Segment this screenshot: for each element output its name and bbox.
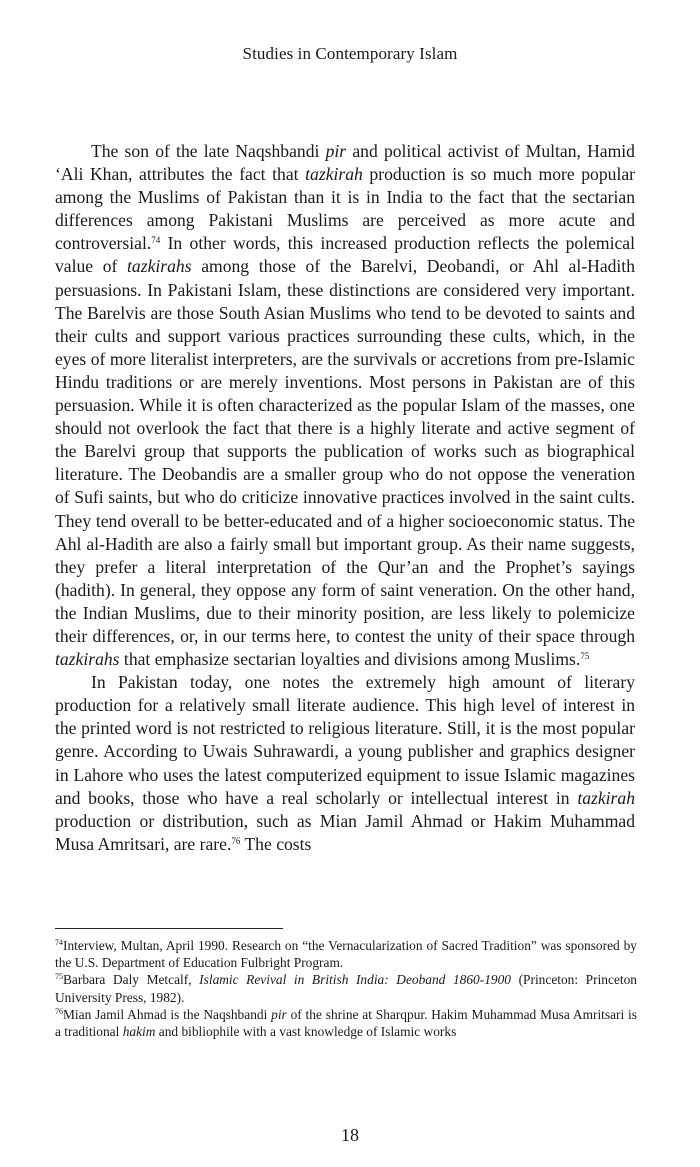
footnote-ref-74[interactable]: 74: [151, 235, 161, 246]
footnote-ref-76[interactable]: 76: [231, 835, 241, 846]
book-title: Islamic Revival in British India: Deoband 1860-1900: [199, 972, 511, 988]
text-run: In Pakistan today, one notes the extremely high amount of literary production for a relatively small literate audience. This high level of interest in the printed word is not restricted to religious literature. Still, it is the most popular genre. According to Uwais Suhrawardi, a young publisher and graphics designer in Lahore who uses the latest computerized equipment to issue Islamic magazines and books, those who have a real scholarly or intellectual interest in: [55, 672, 635, 808]
footnote-text: Barbara Daly Metcalf,: [63, 972, 200, 988]
text-run: The son of the late Naqshbandi: [91, 141, 326, 161]
text-run: and political activist of Multan, Hamid ‘Ali Khan, attributes the fact that: [55, 141, 635, 185]
paragraph-1: [55, 140, 635, 671]
footnote-75: [55, 971, 637, 1005]
footnote-text: and bibliophile with a vast knowledge of Islamic works: [155, 1024, 457, 1040]
italic-term: hakim: [122, 1024, 156, 1040]
footnote-text: Mian Jamil Ahmad is the Naqshbandi: [63, 1006, 272, 1022]
text-run: In other words, this increased production reflects the polemical value of: [55, 233, 635, 277]
italic-term: pir: [271, 1006, 287, 1022]
italic-term: tazkirah: [305, 164, 363, 185]
page-number: 18: [341, 1125, 359, 1145]
text-run: production is so much more popular among the Muslims of Pakistan than it is in India to the fact that the sectarian differences among Pakistani Muslims are perceived as more acute and controversial.: [55, 164, 635, 254]
italic-term: tazkirahs: [127, 256, 192, 277]
footnote-mark: 76: [55, 1006, 63, 1016]
body-text: [55, 140, 635, 856]
footnotes: [55, 937, 637, 1040]
footnote-rule: [55, 928, 283, 929]
footnote-text: Interview, Multan, April 1990. Research on “the Vernacularization of Sacred Tradition” was sponsored by the U.S. Department of Education Fulbright Program.: [55, 938, 637, 971]
italic-term: pir: [325, 141, 347, 161]
running-head: Studies in Contemporary Islam: [242, 44, 458, 63]
footnote-mark: 75: [55, 972, 63, 982]
text-run: that emphasize sectarian loyalties and divisions among Muslims.: [119, 649, 581, 670]
footnote-ref-75[interactable]: 75: [580, 651, 590, 662]
text-run: production or distribution, such as Mian Jamil Ahmad or Hakim Muhammad Musa Amritsari, are rare.: [55, 810, 635, 854]
footnote-76: [55, 1006, 637, 1040]
footnote-text: of the shrine at Sharqpur. Hakim Muhammad Musa Amritsari is a traditional: [55, 1006, 637, 1040]
italic-term: tazkirahs: [55, 649, 120, 670]
text-run: The costs: [240, 833, 312, 854]
text-run: among those of the Barelvi, Deobandi, or Ahl al-Hadith persuasions. In Pakistani Islam, these distinctions are considered very important. The Barelvis are those South Asian Muslims who tend to be devoted to saints and their cults and support various practices surrounding these cults, which, in the eyes of more literalist interpreters, are the survivals or accretions from pre-Islamic Hindu traditions or are merely inventions. Most persons in Pakistan are of this persuasion. While it is often characterized as the popular Islam of the masses, one should not overlook the fact that there is a highly literate and active segment of the Barelvi group that supports the publication of works such as biographical literature. The Deobandis are a smaller group who do not oppose the veneration of Sufi saints, but who do criticize innovative practices involved in the saint cults. They tend overall to be better-educated and of a higher socioeconomic status. The Ahl al-Hadith are also a fairly small but important group. As their name suggests, they prefer a literal interpretation of the Qur’an and the Prophet’s sayings (hadith). In general, they oppose any form of saint veneration. On the other hand, the Indian Muslims, due to their minority position, are less likely to polemicize their differences, or, in our terms here, to contest the unity of their space through: [55, 256, 635, 646]
footnote-mark: 74: [55, 938, 63, 947]
footnote-text: (Princeton: Princeton University Press, 1982).: [55, 972, 638, 1005]
footnote-74: [55, 937, 637, 971]
paragraph-2: [55, 671, 635, 856]
italic-term: tazkirah: [577, 787, 635, 808]
